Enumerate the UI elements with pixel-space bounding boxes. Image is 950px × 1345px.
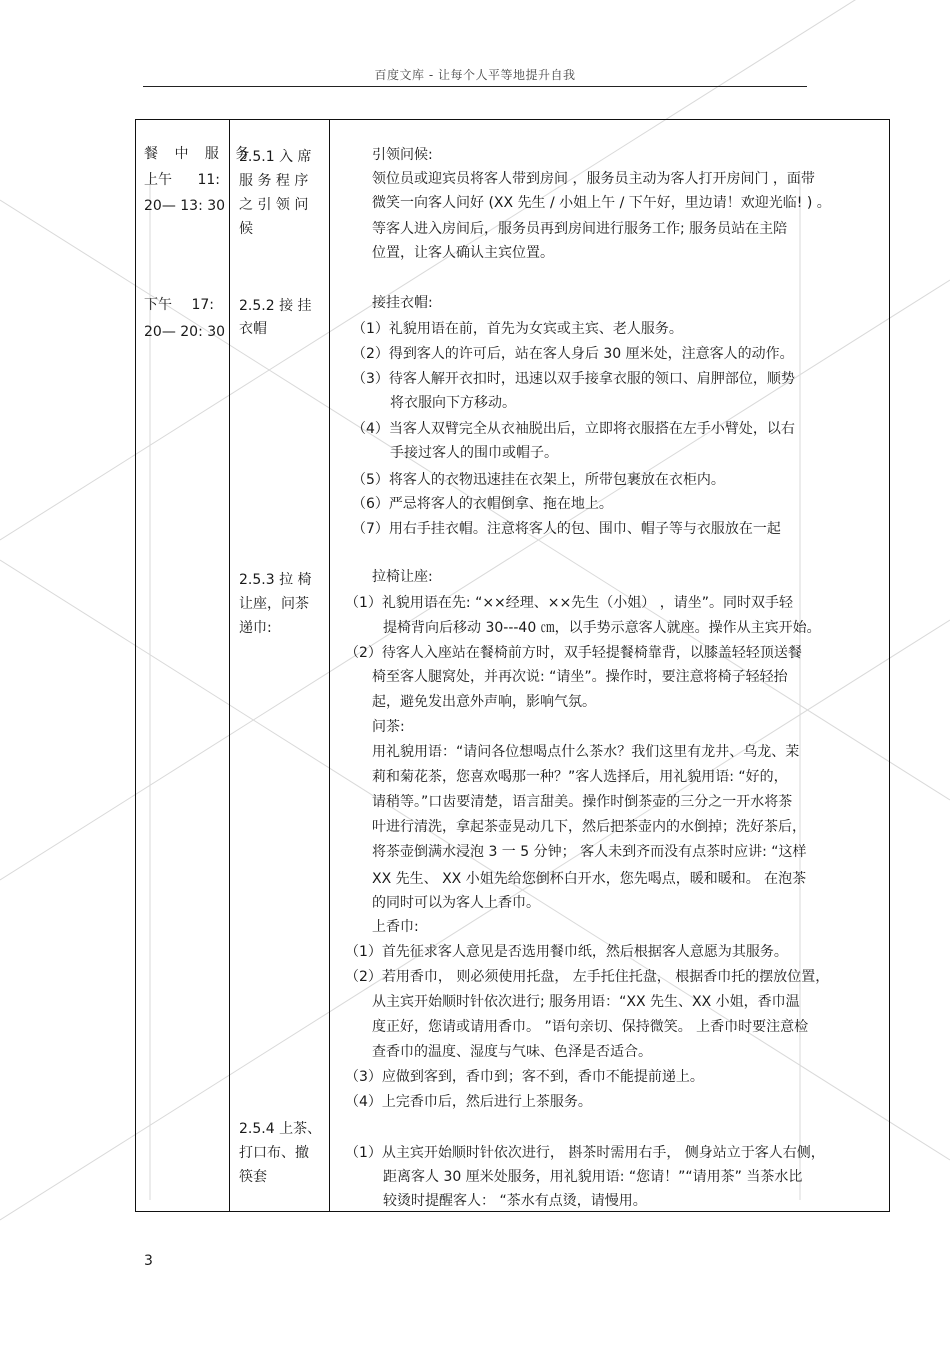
body-line: 从主宾开始顺时针依次进行; 服务用语：“XX 先生、XX 小姐，香巾温 (372, 994, 800, 1010)
section-2-5-1-line3: 之 引 领 问 (239, 197, 309, 213)
section-2-5-3-line2: 让座，问茶 (239, 596, 309, 612)
body-line: （1）礼貌用语在先: “××经理、××先生（小姐） ，请坐”。同时双手轻 (345, 595, 793, 611)
body-line: 椅至客人腿窝处，并再次说: “请坐”。操作时，要注意将椅子轻轻抬 (372, 669, 788, 685)
col1-line4: 下午 17: (144, 297, 214, 313)
section-2-5-1-line4: 候 (239, 221, 253, 237)
body-line: 微笑一向客人问好 (XX 先生 / 小姐上午 / 下午好，里边请！欢迎光临! ) 。 (372, 195, 831, 211)
column-divider-1 (229, 119, 230, 1212)
body-line: 度正好，您请或请用香巾。 ”语句亲切、保持微笑。 上香巾时要注意检 (372, 1019, 809, 1035)
body-line: （5）将客人的衣物迅速挂在衣架上，所带包裹放在衣柜内。 (352, 472, 725, 488)
section-2-5-2-line1: 2.5.2 接 挂 (239, 298, 312, 314)
page-number: 3 (144, 1253, 153, 1269)
section-2-5-4-line3: 筷套 (239, 1169, 267, 1185)
body-line: （2）若用香巾， 则必须使用托盘， 左手托住托盘， 根据香巾托的摆放位置， (345, 969, 830, 985)
column-divider-2 (329, 119, 330, 1212)
body-line: （3）应做到客到，香巾到；客不到，香巾不能提前递上。 (345, 1069, 704, 1085)
body-line: （2）得到客人的许可后，站在客人身后 30 厘米处，注意客人的动作。 (352, 346, 794, 362)
body-line: 位置，让客人确认主宾位置。 (372, 245, 554, 261)
body-line: 将衣服向下方移动。 (390, 395, 516, 411)
col1-line2: 上午 11: (144, 172, 220, 188)
body-line: （4）上完香巾后，然后进行上茶服务。 (345, 1094, 592, 1110)
section-2-5-3-line3: 递巾: (239, 620, 272, 636)
body-line: 将茶壶倒满水浸泡 3 一 5 分钟； 客人未到齐而没有点茶时应讲: “这样 (372, 844, 807, 860)
section-2-5-1-line1: 2.5.1 入 席 (239, 149, 312, 165)
col1-line5: 20— 20: 30 (144, 324, 226, 340)
body-line: （2）待客人入座站在餐椅前方时，双手轻提餐椅靠背，以膝盖轻轻顶送餐 (345, 645, 802, 661)
body-line: 请稍等。”口齿要清楚，语言甜美。操作时倒茶壶的三分之一开水将茶 (372, 794, 793, 810)
body-line: 查香巾的温度、湿度与气味、色泽是否适合。 (372, 1044, 652, 1060)
body-line: （7）用右手挂衣帽。注意将客人的包、围巾、帽子等与衣服放在一起 (352, 521, 781, 537)
col1-line3: 20— 13: 30 (144, 198, 226, 214)
body-line: 拉椅让座: (372, 569, 433, 585)
page-header: 百度文库 - 让每个人平等地提升自我 (374, 68, 576, 82)
body-line: （1）从主宾开始顺时针依次进行， 斟茶时需用右手， 侧身站立于客人右侧， (345, 1145, 825, 1161)
body-line: 的同时可以为客人上香巾。 (372, 895, 540, 911)
body-line: 起，避免发出意外声响，影响气氛。 (372, 694, 596, 710)
body-line: 用礼貌用语：“请问各位想喝点什么茶水？我们这里有龙井、乌龙、茉 (372, 744, 800, 760)
body-line: 领位员或迎宾员将客人带到房间 ，服务员主动为客人打开房间门 ，面带 (372, 171, 815, 187)
body-line: XX 先生、 XX 小姐先给您倒杯白开水，您先喝点，暖和暖和。 在泡茶 (372, 871, 807, 887)
body-line: 较烫时提醒客人： “茶水有点烫，请慢用。 (383, 1193, 647, 1209)
body-line: （3）待客人解开衣扣时，迅速以双手接拿衣服的领口、肩胛部位，顺势 (352, 371, 795, 387)
section-2-5-1-line2: 服 务 程 序 (239, 173, 309, 189)
body-line: 手接过客人的围巾或帽子。 (390, 445, 558, 461)
body-line: 莉和菊花茶，您喜欢喝那一种？”客人选择后，用礼貌用语: “好的， (372, 769, 788, 785)
section-2-5-4-line1: 2.5.4 上茶、 (239, 1121, 322, 1137)
body-line: （1）首先征求客人意见是否选用餐巾纸，然后根据客人意愿为其服务。 (345, 944, 788, 960)
body-line: 等客人进入房间后，服务员再到房间进行服务工作; 服务员站在主陪 (372, 221, 788, 237)
body-line: （6）严忌将客人的衣帽倒拿、拖在地上。 (352, 496, 613, 512)
body-line: 问茶: (372, 719, 405, 735)
col1-line1: 餐 中 服 务 (144, 146, 256, 162)
body-line: 上香巾: (372, 919, 419, 935)
body-line: 叶进行清洗，拿起茶壶晃动几下，然后把茶壶内的水倒掉；洗好茶后， (372, 819, 806, 835)
body-line: 距离客人 30 厘米处服务，用礼貌用语: “您请！”“请用茶” 当茶水比 (383, 1169, 803, 1185)
body-line: 接挂衣帽: (372, 295, 433, 311)
header-rule (143, 86, 807, 87)
section-2-5-4-line2: 打口布、撤 (239, 1145, 309, 1161)
body-line: 引领问候: (372, 147, 433, 163)
section-2-5-3-line1: 2.5.3 拉 椅 (239, 572, 312, 588)
body-line: （4）当客人双臂完全从衣袖脱出后，立即将衣服搭在左手小臂处，以右 (352, 421, 795, 437)
body-line: 提椅背向后移动 30---40 ㎝，以手势示意客人就座。操作从主宾开始。 (383, 620, 821, 636)
section-2-5-2-line2: 衣帽 (239, 321, 267, 337)
body-line: （1）礼貌用语在前，首先为女宾或主宾、老人服务。 (352, 321, 683, 337)
